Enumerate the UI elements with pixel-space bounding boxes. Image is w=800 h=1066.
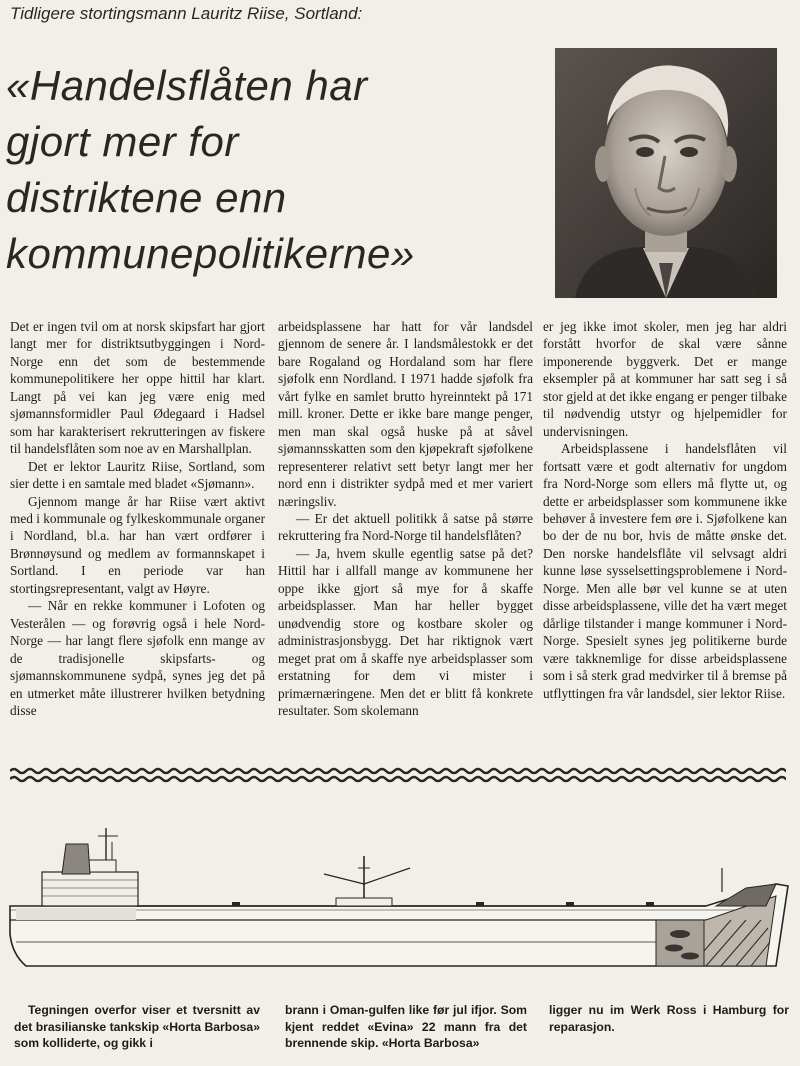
article-paragraph: er jeg ikke imot skoler, men jeg har aldri forstått hvorfor de skal være sånne imponerende byggverk. Det er mange eksempler på at kommuner har satt seg i så stor gjeld at det ikke engang er penger tilbake til nødvendig utstyr og hjelpemidler for undervisningen. <box>543 319 787 439</box>
image-caption-part-1: Tegningen overfor viser et tversnitt av det brasilianske tankskip «Horta Barbosa» som kolliderte, og gikk i <box>14 1003 260 1050</box>
headline-line: distriktene enn <box>6 174 287 221</box>
article-paragraph: — Er det aktuell politikk å satse på større rekruttering fra Nord-Norge til handelsflåten? <box>278 510 533 544</box>
article-paragraph: arbeidsplassene har hatt for vår landsdel gjennom de senere år. I landsmålestokk er det bare Rogaland og Hordaland som har flere sjøfolk enn Nordland. I 1971 hadde sjøfolk fra vårt fylke en samlet brutto hyreinntekt på 171 mill. kroner. Dette er ikke bare mange penger, men man skal også huske på at såvel sjømannsskatten som den kjøpekraft sjøfolkene representerer relativt sett betyr langt mer her nord enn i distrikter sydpå med et mer variert næringsliv. <box>278 319 533 509</box>
headline-line: gjort mer for <box>6 118 239 165</box>
article-paragraph: Det er lektor Lauritz Riise, Sortland, som sier dette i en samtale med bladet «Sjømann». <box>10 458 265 492</box>
wave-divider <box>10 764 786 786</box>
headline-line: «Handelsflåten har <box>6 62 368 109</box>
article-headline <box>6 58 536 282</box>
headline-line: kommunepolitikerne» <box>6 230 415 277</box>
article-column-2 <box>278 318 533 719</box>
article-column-3 <box>543 318 787 702</box>
article-paragraph: — Når en rekke kommuner i Lofoten og Vesterålen — og forøvrig også i hele Nord-Norge — har langt flere sjøfolk enn mange av de tradisjonelle skipsfarts- og sjømannskommunene sydpå, synes jeg det på en utmerket måte illustrerer hvilken betydning disse <box>10 598 265 718</box>
article-paragraph: Arbeidsplassene i handelsflåten vil fortsatt være et godt alternativ for ungdom fra Nord-Norge som ellers må flytte ut, og dette er arbeidsplasser som kommunene ikke behøver å investere fem øre i. Sjøfolkene kan bo der de nu bor, hvis de måtte ønske det. Den norske handelsflåte vil selvsagt aldri kunne løse sysselsettingsproblemene i Nord-Norge. Men alle bør vel kunne se at uten disse arbeidsplassene, ville det ha vært meget dårlige tilstander i mange kommuner i Nord-Norge. Spesielt synes jeg politikerne burde være takknemlige for disse arbeidsplassene som i så sterk grad medvirker til å bremse på utflyttingen fra vår landsdel, sier lektor Riise. <box>543 441 787 701</box>
ship-cross-section-drawing <box>6 824 792 974</box>
article-paragraph: Gjennom mange år har Riise vært aktivt med i kommunale og fylkeskommunale organer i Nordland, bl.a. har han vært ordfører i Brønnøysund og medlem av formannskapet i Sortland. I en periode var han stortingsrepresentant, valgt av Høyre. <box>10 493 265 596</box>
article-kicker: Tidligere stortingsmann Lauritz Riise, Sortland: <box>10 4 363 23</box>
article-paragraph: Det er ingen tvil om at norsk skipsfart har gjort langt mer for distriktsutbyggingen i Nord-Norge enn det som de bestemmende kommunepolitikere her oppe hittil har klart. Langt på vei kan jeg være enig med sjømannsformidler Paul Ødegaard i Hadsel som har karakterisert rekrutteringen av fiskere til handelsflåten som noe av en Marshallplan. <box>10 319 265 457</box>
image-caption-part-2: brann i Oman-gulfen like før jul ifjor. Som kjent reddet «Evina» 22 mann fra det brennende skip. «Horta Barbosa» <box>285 1003 527 1050</box>
portrait-image <box>555 48 777 298</box>
article-paragraph: — Ja, hvem skulle egentlig satse på det? Hittil har i allfall mange av kommunene her oppe ikke gjort så mye for å skaffe arbeidsplasser. Man har heller bygget unødvendig store og kostbare skoler og administrasjonsbygg. Det har riktignok vært meget prat om å skaffe nye arbeidsplasser som erstatning for dem vi mister i primærnæringene. Men det er blitt få konkrete resultater. Som skolemann <box>278 545 533 718</box>
article-column-1 <box>10 318 265 719</box>
portrait-photo <box>555 48 777 298</box>
image-caption-part-3: ligger nu im Werk Ross i Hamburg for reparasjon. <box>549 1003 789 1034</box>
